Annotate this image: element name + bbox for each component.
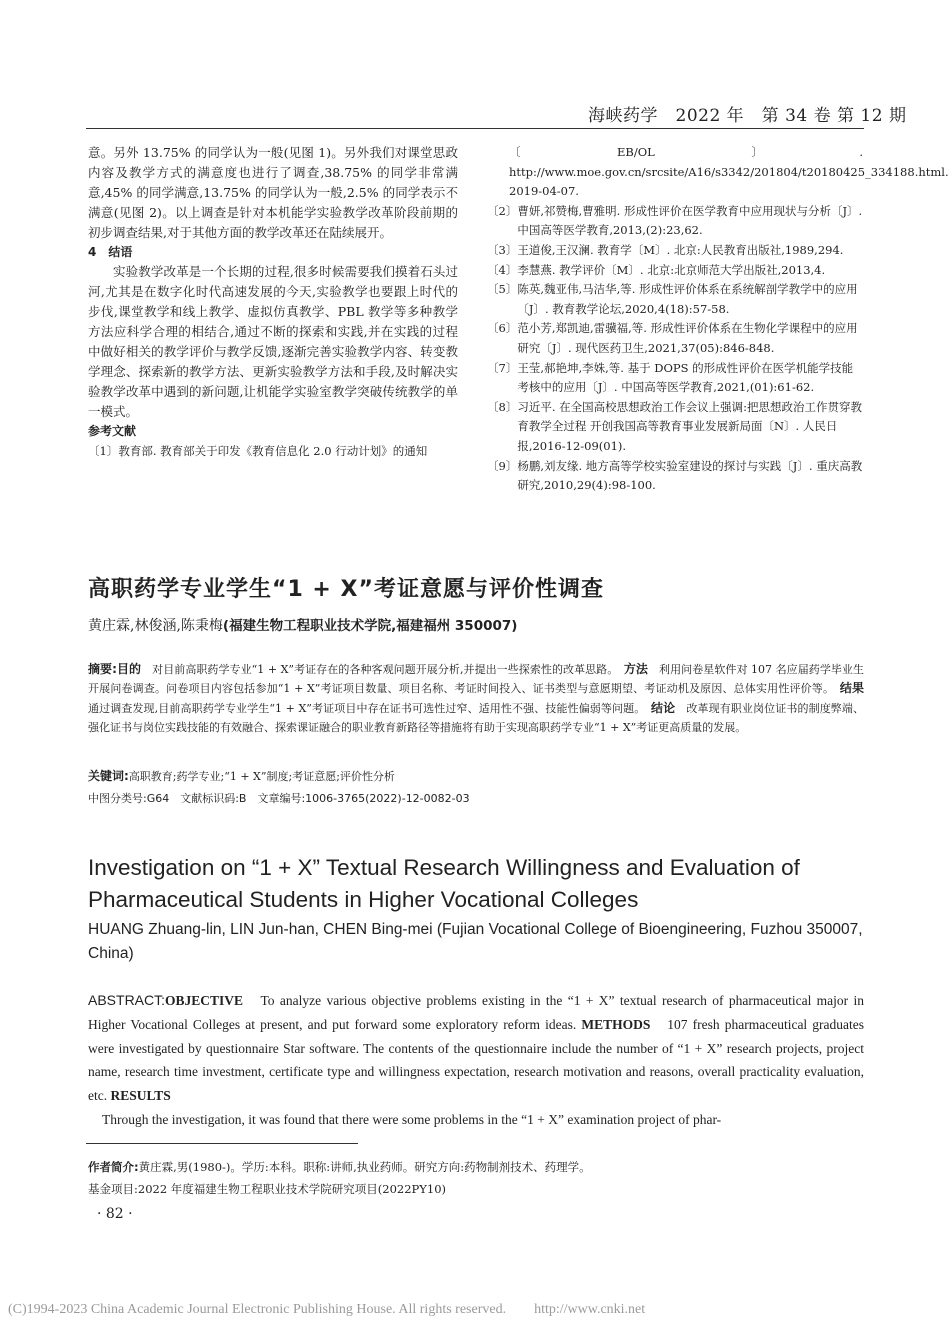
- keywords-text: 高职教育;药学专业;“1 + X”制度;考证意愿;评价性分析: [128, 770, 395, 783]
- results-label-en: RESULTS: [110, 1088, 171, 1104]
- reference-item: 〔8〕 习近平. 在全国高校思想政治工作会议上强调:把思想政治工作贯穿教育教学全过程 开创我国高等教育事业发展新局面〔N〕. 人民日报,2016-12-09(01).: [487, 399, 863, 453]
- author-bio-text: 黄庄霖,男(1980-)。学历:本科。职称:讲师,执业药师。研究方向:药物制剂技术、药理学。: [138, 1160, 591, 1174]
- author-bio: [88, 1156, 591, 1178]
- objective-label: 目的: [116, 662, 142, 676]
- methods-text: 利用问卷星软件对 107 名应届药学毕业生开展问卷调查。问卷项目内容包括参加“1 + X”考证项目数量、项目名称、考证时间投入、证书类型与意愿期望、考证动机及原因、总体实用性评价等。: [88, 663, 864, 696]
- reference-item: 〔7〕 王莹,郝艳坤,李姝,等. 基于 DOPS 的形成性评价在医学机能学技能考核中的应用〔J〕. 中国高等医学教育,2021,(01):61-62.: [487, 360, 854, 395]
- abstract-en: [88, 989, 864, 1108]
- section-heading: 4 结语: [88, 244, 133, 259]
- methods-label: 方法: [623, 662, 648, 676]
- authors-en: HUANG Zhuang-lin, LIN Jun-han, CHEN Bing-mei (Fujian Vocational College of Bioengineering, Fuzhou 350007, China): [88, 921, 863, 962]
- body-paragraph: 意。另外 13.75% 的同学认为一般(见图 1)。另外我们对课堂思政内容及教学方式的满意度也进行了调查,38.75% 的同学非常满意,45% 的同学满意,13.75% 的同学认为一般,2.5% 的同学表示不满意(见图 2)。以上调查是针对本机能学实验教学改革阶段前期的初步调查结果,对于其他方面的教学改革还在陆续展开。: [88, 145, 458, 240]
- objective-text-en: To analyze various objective problems existing in the “1 + X” textual research of pharmaceutical major in Higher Vocational Colleges at present, and put forward some exploratory reform ideas.: [88, 993, 864, 1032]
- objective-text: 对目前高职药学专业“1 + X”考证存在的各种客观问题开展分析,并提出一些探索性的改革思路。: [152, 663, 613, 676]
- keywords-label: 关键词:: [88, 769, 129, 783]
- fund-line: 基金项目:2022 年度福建生物工程职业技术学院研究项目(2022PY10): [88, 1182, 446, 1196]
- references-heading: 参考文献: [88, 423, 137, 438]
- reference-item: 〔5〕 陈英,魏亚伟,马洁华,等. 形成性评价体系在系统解剖学教学中的应用〔J〕. 教育教学论坛,2020,4(18):57-58.: [487, 282, 858, 316]
- abstract-label-en: ABSTRACT:: [88, 992, 166, 1008]
- methods-text-en: 107 fresh pharmaceutical graduates were investigated by questionnaire Star software. The contents of the questionnaire include the number of “1 + X” research projects, project name, research time investment, certificate type and willingness expectation, research motivation and reasons, overall practicality evaluation, etc.: [88, 1016, 865, 1104]
- conclusion-paragraph: 实验教学改革是一个长期的过程,很多时候需要我们摸着石头过河,尤其是在数字化时代高速发展的今天,实验教学也要跟上时代的步伐,课堂教学和线上教学、虚拟仿真教学、PBL 教学等多种教学方法应科学合理的相结合,通过不断的探索和实践,并在实践的过程中做好相关的教学评价与教学反馈,逐渐完善实验教学内容、转变教学理念、探索新的教学方法、更新实验教学方法和手段,及时解决实验教学改革中遇到的新问题,让机能学实验室教学突破传统教学的单一模式。: [88, 264, 458, 419]
- classification-line: 中图分类号:G64 文献标识码:B 文章编号:1006-3765(2022)-12-0082-03: [88, 792, 470, 805]
- footnote: [88, 1156, 591, 1200]
- keywords: [88, 767, 395, 784]
- methods-label-en: METHODS: [581, 1016, 651, 1032]
- abstract-cn: [88, 660, 864, 737]
- copyright-watermark: (C)1994-2023 China Academic Journal Electronic Publishing House. All rights reserved. http://www.cnki.net: [8, 1302, 646, 1317]
- left-column: [88, 143, 458, 462]
- conclusion-label: 结论: [651, 700, 676, 715]
- author-bio-label: 作者简介:: [88, 1160, 139, 1174]
- conclusion-text: 改革现有职业岗位证书的制度弊端、强化证书与岗位实践技能的有效融合、探索课证融合的职业教育新路径等措施将有助于实现高职药学专业“1 + X”考证更高质量的发展。: [88, 701, 865, 734]
- article-title-en: Investigation on “1 + X” Textual Research Willingness and Evaluation of Pharmaceutical Students in Higher Vocational Colleges: [88, 855, 800, 912]
- reference-item: 〔2〕 曹妍,祁赞梅,曹雅明. 形成性评价在医学教育中应用现状与分析〔J〕. 中国高等医学教育,2013,(2):23,62.: [487, 203, 863, 238]
- results-text: 通过调查发现,目前高职药学专业学生“1 + X”考证项目中存在证书可选性过窄、适用性不强、技能性偏弱等问题。: [88, 701, 640, 715]
- reference-item: 〔9〕 杨鹏,刘友缘. 地方高等学校实验室建设的探讨与实践〔J〕. 重庆高教研究,2010,29(4):98-100.: [487, 458, 863, 493]
- reference-item: 〔3〕 王道俊,王汉澜. 教育学〔M〕. 北京:人民教育出版社,1989,294.: [487, 242, 844, 257]
- header-rule: [86, 128, 864, 129]
- objective-label-en: OBJECTIVE: [165, 993, 244, 1008]
- page-number: · 82 ·: [97, 1206, 133, 1222]
- running-header: 海峡药学 2022 年 第 34 卷 第 12 期: [588, 106, 907, 126]
- affiliation: (福建生物工程职业技术学院,福建福州 350007): [222, 618, 518, 634]
- reference-1-cont: 〔EB/OL〕. http://www.moe.gov.cn/srcsite/A16/s3342/201804/t20180425_334188.html. 2019-04-07.: [509, 145, 949, 199]
- results-label: 结果: [839, 681, 864, 696]
- reference-1: 〔1〕教育部. 教育部关于印发《教育信息化 2.0 行动计划》的通知: [88, 443, 428, 458]
- abstract-en-continuation: Through the investigation, it was found that there were some problems in the “1 + X” examination project of phar-: [102, 1112, 722, 1127]
- reference-item: 〔6〕 范小芳,郑凯迪,雷骥福,等. 形成性评价体系在生物化学课程中的应用研究〔J〕. 现代医药卫生,2021,37(05):846-848.: [487, 321, 858, 355]
- footnote-rule: [86, 1143, 358, 1144]
- reference-item: 〔4〕 李慧燕. 教学评价〔M〕. 北京:北京师范大学出版社,2013,4.: [487, 262, 826, 277]
- article-title-cn: 高职药学专业学生“1 + X”考证意愿与评价性调查: [88, 577, 604, 602]
- right-column: [487, 143, 949, 496]
- abstract-label: 摘要:: [88, 662, 117, 676]
- author-names: 黄庄霖,林俊涵,陈秉梅: [88, 618, 223, 634]
- authors-cn: [88, 614, 517, 635]
